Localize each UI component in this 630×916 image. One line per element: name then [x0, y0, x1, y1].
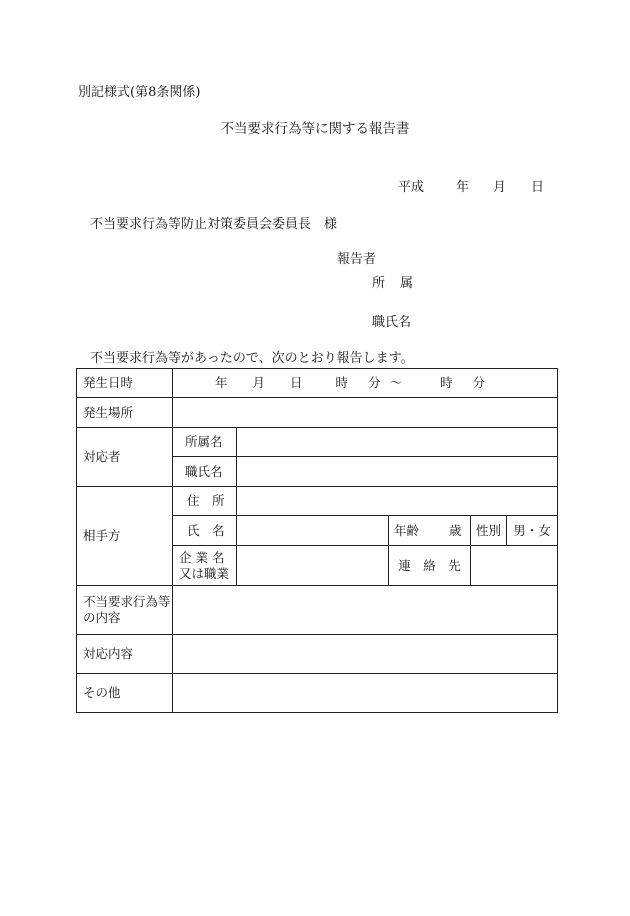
other-label: その他: [77, 674, 173, 713]
table-row: [77, 369, 558, 398]
table-row: [77, 674, 558, 713]
age-cell[interactable]: [389, 516, 471, 546]
table-row: [77, 635, 558, 674]
dt-minute-end: 分: [472, 375, 486, 391]
reporter-label: 報告者: [337, 252, 377, 267]
date-day: 日: [531, 180, 545, 195]
report-date-line: [398, 181, 544, 194]
dt-hour-start: 時: [335, 375, 349, 391]
address-field[interactable]: [237, 487, 558, 516]
contact-field[interactable]: [471, 546, 558, 586]
fullname-label: 氏 名: [173, 516, 237, 546]
fullname-field[interactable]: [237, 516, 389, 546]
date-month: 月: [493, 180, 507, 195]
company-label-line2: 又は職業: [179, 565, 230, 581]
response-label: 対応内容: [77, 635, 173, 674]
dt-tilde: ～: [389, 375, 403, 391]
content-label-line1: 不当要求行為等: [83, 594, 171, 610]
age-unit: 歳: [449, 522, 462, 538]
counterpart-label: 相手方: [77, 487, 173, 586]
responder-label: 対応者: [77, 428, 173, 487]
dt-minute-start: 分: [368, 375, 381, 391]
dt-month: 月: [252, 375, 266, 391]
table-row: [77, 428, 558, 457]
responder-name-field[interactable]: [237, 457, 558, 487]
report-table: [76, 368, 558, 713]
content-label-line2: の内容: [83, 610, 121, 625]
form-label: 別記様式(第8条関係): [78, 85, 201, 100]
contact-label: 連 絡 先: [389, 546, 471, 586]
table-row: [77, 398, 558, 428]
document-title: 不当要求行為等に関する報告書: [220, 121, 410, 137]
dt-year: 年: [215, 375, 228, 391]
other-field[interactable]: [173, 674, 558, 713]
table-row: [77, 487, 558, 516]
responder-affiliation-label: 所属名: [173, 428, 237, 457]
dt-hour-end: 時: [440, 375, 453, 391]
response-field[interactable]: [173, 635, 558, 674]
responder-name-label: 職氏名: [173, 457, 237, 487]
address-label: 住 所: [173, 487, 237, 516]
addressee: 不当要求行為等防止対策委員会委員長 様: [90, 217, 338, 232]
name-label: 職氏名: [372, 315, 412, 330]
occurrence-datetime-field[interactable]: [173, 369, 558, 398]
company-label-line1: 企 業 名: [179, 549, 225, 565]
location-field[interactable]: [173, 398, 558, 428]
gender-options[interactable]: 男・女: [507, 516, 558, 546]
content-label: [77, 586, 173, 635]
occurrence-datetime-label: 発生日時: [77, 369, 173, 398]
responder-affiliation-field[interactable]: [237, 428, 558, 457]
age-label: 年齢: [394, 522, 420, 538]
content-field[interactable]: [173, 586, 558, 635]
date-era: 平成: [398, 180, 425, 195]
company-label: [173, 546, 237, 586]
company-field[interactable]: [237, 546, 389, 586]
location-label: 発生場所: [77, 398, 173, 428]
table-row: [77, 586, 558, 635]
affiliation-label: 所 属: [372, 276, 415, 291]
dt-day: 日: [290, 375, 303, 391]
gender-label: 性別: [471, 516, 507, 546]
intro-text: 不当要求行為等があったので、次のとおり報告します。: [90, 351, 414, 366]
date-year: 年: [456, 180, 470, 195]
